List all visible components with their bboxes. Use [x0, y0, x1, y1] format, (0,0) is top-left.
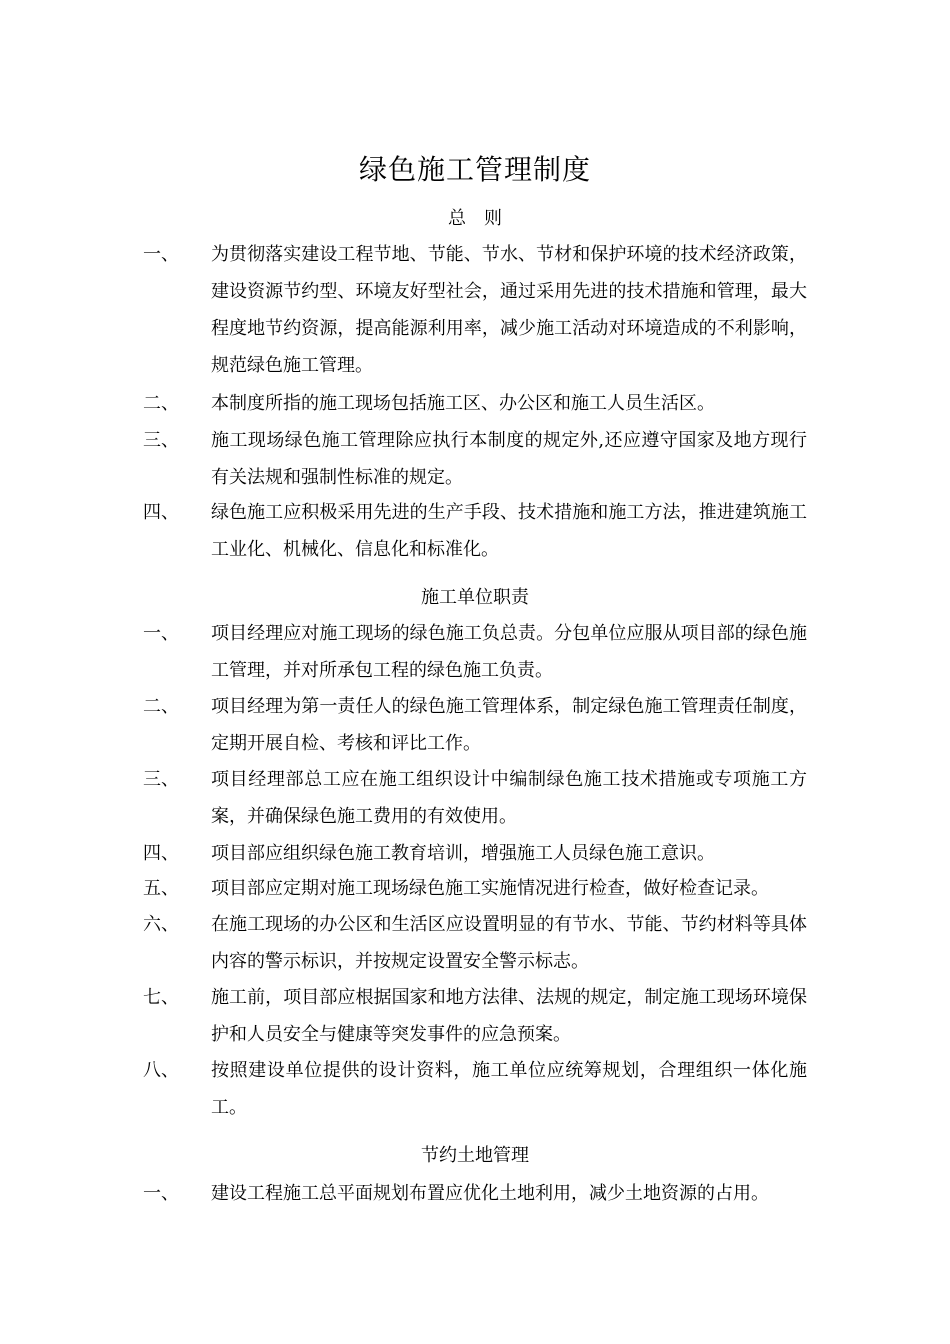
clause-number: 一、 [143, 1183, 179, 1204]
document-title: 绿色施工管理制度 [358, 153, 591, 186]
clause-number: 四、 [143, 502, 179, 523]
clause-number: 三、 [143, 769, 179, 790]
section-heading-general: 总 则 [448, 208, 502, 229]
clause-number: 七、 [143, 987, 179, 1008]
clause-text: 建设工程施工总平面规划布置应优化土地利用，减少土地资源的占用。 [211, 1183, 769, 1204]
clause-number: 二、 [143, 393, 179, 414]
clause-number: 六、 [143, 914, 179, 935]
clause-number: 四、 [143, 843, 179, 864]
clause-text: 项目经理为第一责任人的绿色施工管理体系，制定绿色施工管理责任制度，定期开展自检、考核和评比工作。 [211, 696, 807, 754]
clause-number: 一、 [143, 623, 179, 644]
section-heading-responsibilities: 施工单位职责 [421, 587, 529, 608]
clause-text: 本制度所指的施工现场包括施工区、办公区和施工人员生活区。 [211, 393, 715, 414]
clause-text: 项目部应组织绿色施工教育培训，增强施工人员绿色施工意识。 [211, 843, 715, 864]
clause-text: 按照建设单位提供的设计资料，施工单位应统筹规划，合理组织一体化施工。 [211, 1060, 807, 1118]
clause-number: 一、 [143, 244, 179, 265]
clause-number: 三、 [143, 430, 179, 451]
clause-text: 施工前，项目部应根据国家和地方法律、法规的规定，制定施工现场环境保护和人员安全与健康等突发事件的应急预案。 [211, 987, 807, 1045]
clause-text: 项目经理应对施工现场的绿色施工负总责。分包单位应服从项目部的绿色施工管理，并对所承包工程的绿色施工负责。 [211, 623, 807, 681]
clause-text: 为贯彻落实建设工程节地、节能、节水、节材和保护环境的技术经济政策，建设资源节约型、环境友好型社会，通过采用先进的技术措施和管理，最大程度地节约资源，提高能源利用率，减少施工活动对环境造成的不利影响，规范绿色施工管理。 [211, 244, 807, 376]
clause-text: 施工现场绿色施工管理除应执行本制度的规定外,还应遵守国家及地方现行有关法规和强制性标准的规定。 [211, 430, 807, 488]
clause-text: 在施工现场的办公区和生活区应设置明显的有节水、节能、节约材料等具体内容的警示标识，并按规定设置安全警示标志。 [211, 914, 807, 972]
clause-number: 五、 [143, 878, 179, 899]
clause-text: 项目经理部总工应在施工组织设计中编制绿色施工技术措施或专项施工方案，并确保绿色施工费用的有效使用。 [211, 769, 807, 827]
clause-number: 八、 [143, 1060, 179, 1081]
clause-number: 二、 [143, 696, 179, 717]
clause-text: 项目部应定期对施工现场绿色施工实施情况进行检查，做好检查记录。 [211, 878, 769, 899]
section-heading-land-saving: 节约土地管理 [421, 1145, 529, 1166]
clause-text: 绿色施工应积极采用先进的生产手段、技术措施和施工方法，推进建筑施工工业化、机械化、信息化和标准化。 [211, 502, 807, 560]
